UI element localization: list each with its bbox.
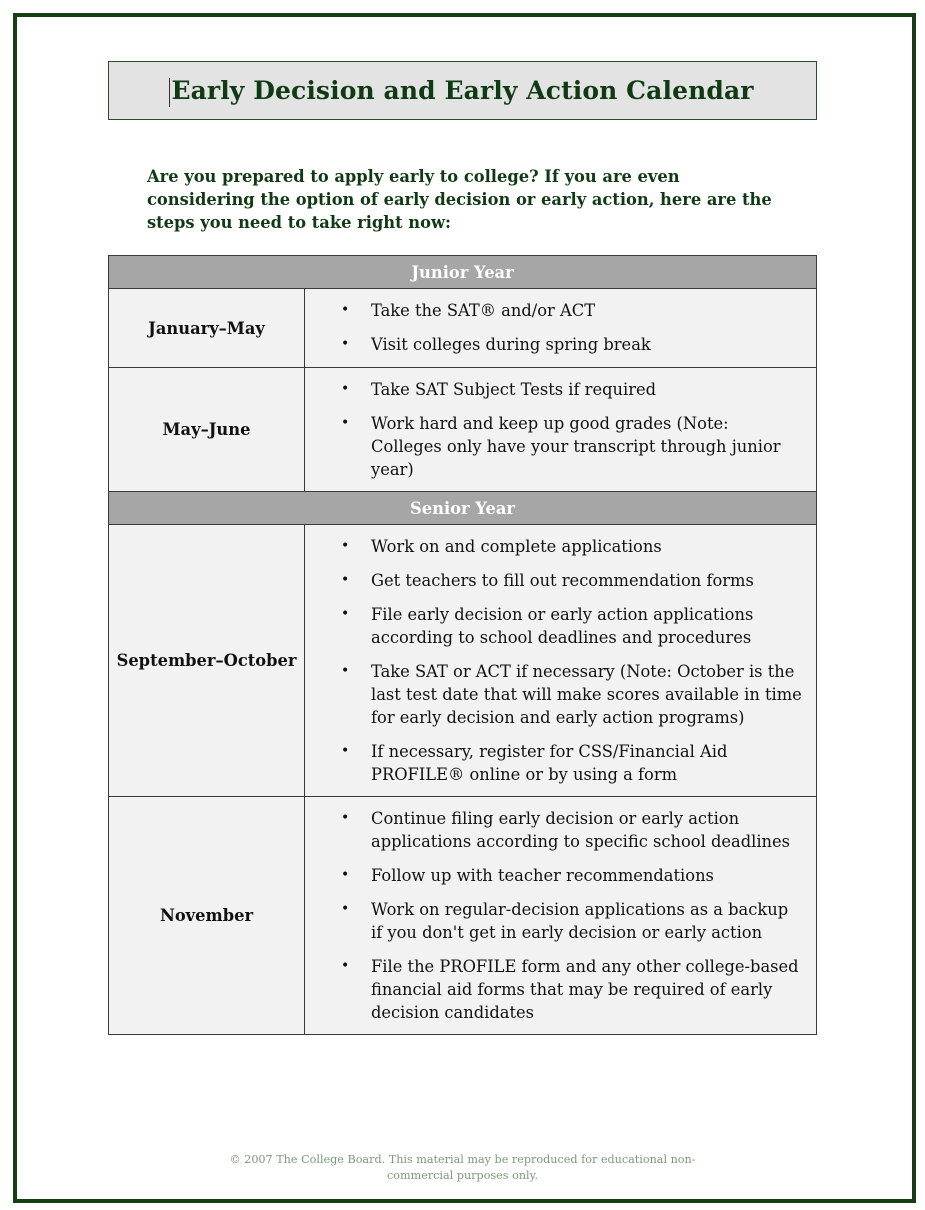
period-label: May–June	[109, 368, 305, 492]
task-list	[305, 807, 804, 1024]
footer-line-1: © 2007 The College Board. This material may be reproduced for educational non-	[229, 1153, 696, 1166]
calendar-table	[108, 255, 817, 1035]
period-label: November	[109, 797, 305, 1035]
task-list	[305, 535, 804, 786]
copyright-footer	[200, 1152, 725, 1184]
bullet-icon: •	[341, 958, 350, 974]
bullet-icon: •	[341, 743, 350, 759]
list-item: • Work on and complete applications	[341, 537, 662, 556]
text-cursor	[169, 78, 170, 107]
bullet-icon: •	[341, 867, 350, 883]
list-item: • Visit colleges during spring break	[341, 335, 651, 354]
tasks-cell	[305, 797, 817, 1035]
section-header-row-junior	[109, 256, 817, 289]
bullet-icon: •	[341, 538, 350, 554]
table-row	[109, 289, 817, 368]
task-list	[305, 378, 804, 481]
list-item: • File early decision or early action applications according to school deadlines and procedures	[341, 605, 754, 647]
page-title[interactable]	[171, 76, 753, 105]
task-list	[305, 299, 804, 356]
period-label: January–May	[109, 289, 305, 368]
bullet-icon: •	[341, 663, 350, 679]
bullet-icon: •	[341, 901, 350, 917]
bullet-icon: •	[341, 810, 350, 826]
intro-paragraph: Are you prepared to apply early to college? If you are even considering the option of early decision or early action, here are the steps you need to take right now:	[147, 167, 772, 232]
page-title-text: Early Decision and Early Action Calendar	[171, 76, 754, 105]
list-item: • Work hard and keep up good grades (Note: Colleges only have your transcript through junior year)	[341, 414, 781, 479]
list-item: • If necessary, register for CSS/Financial Aid PROFILE® online or by using a form	[341, 742, 728, 784]
bullet-icon: •	[341, 415, 350, 431]
tasks-cell	[305, 525, 817, 797]
title-box	[108, 61, 817, 120]
bullet-icon: •	[341, 606, 350, 622]
list-item: • Take the SAT® and/or ACT	[341, 301, 596, 320]
table-row	[109, 368, 817, 492]
tasks-cell	[305, 289, 817, 368]
bullet-icon: •	[341, 336, 350, 352]
list-item: • Get teachers to fill out recommendation forms	[341, 571, 754, 590]
bullet-icon: •	[341, 381, 350, 397]
list-item: • Continue filing early decision or early action applications according to specific school deadlines	[341, 809, 791, 851]
list-item: • Work on regular-decision applications as a backup if you don't get in early decision or early action	[341, 900, 789, 942]
table-row	[109, 525, 817, 797]
bullet-icon: •	[341, 572, 350, 588]
section-header-senior: Senior Year	[109, 492, 817, 525]
section-header-row-senior	[109, 492, 817, 525]
list-item: • Take SAT Subject Tests if required	[341, 380, 657, 399]
period-label: September–October	[109, 525, 305, 797]
bullet-icon: •	[341, 302, 350, 318]
list-item: • Take SAT or ACT if necessary (Note: October is the last test date that will make scores available in time for early decision and early action programs)	[341, 662, 802, 727]
tasks-cell	[305, 368, 817, 492]
section-header-junior: Junior Year	[109, 256, 817, 289]
footer-line-2: commercial purposes only.	[386, 1169, 538, 1182]
list-item: • File the PROFILE form and any other college-based financial aid forms that may be required of early decision candidates	[341, 957, 799, 1022]
table-row	[109, 797, 817, 1035]
list-item: • Follow up with teacher recommendations	[341, 866, 714, 885]
